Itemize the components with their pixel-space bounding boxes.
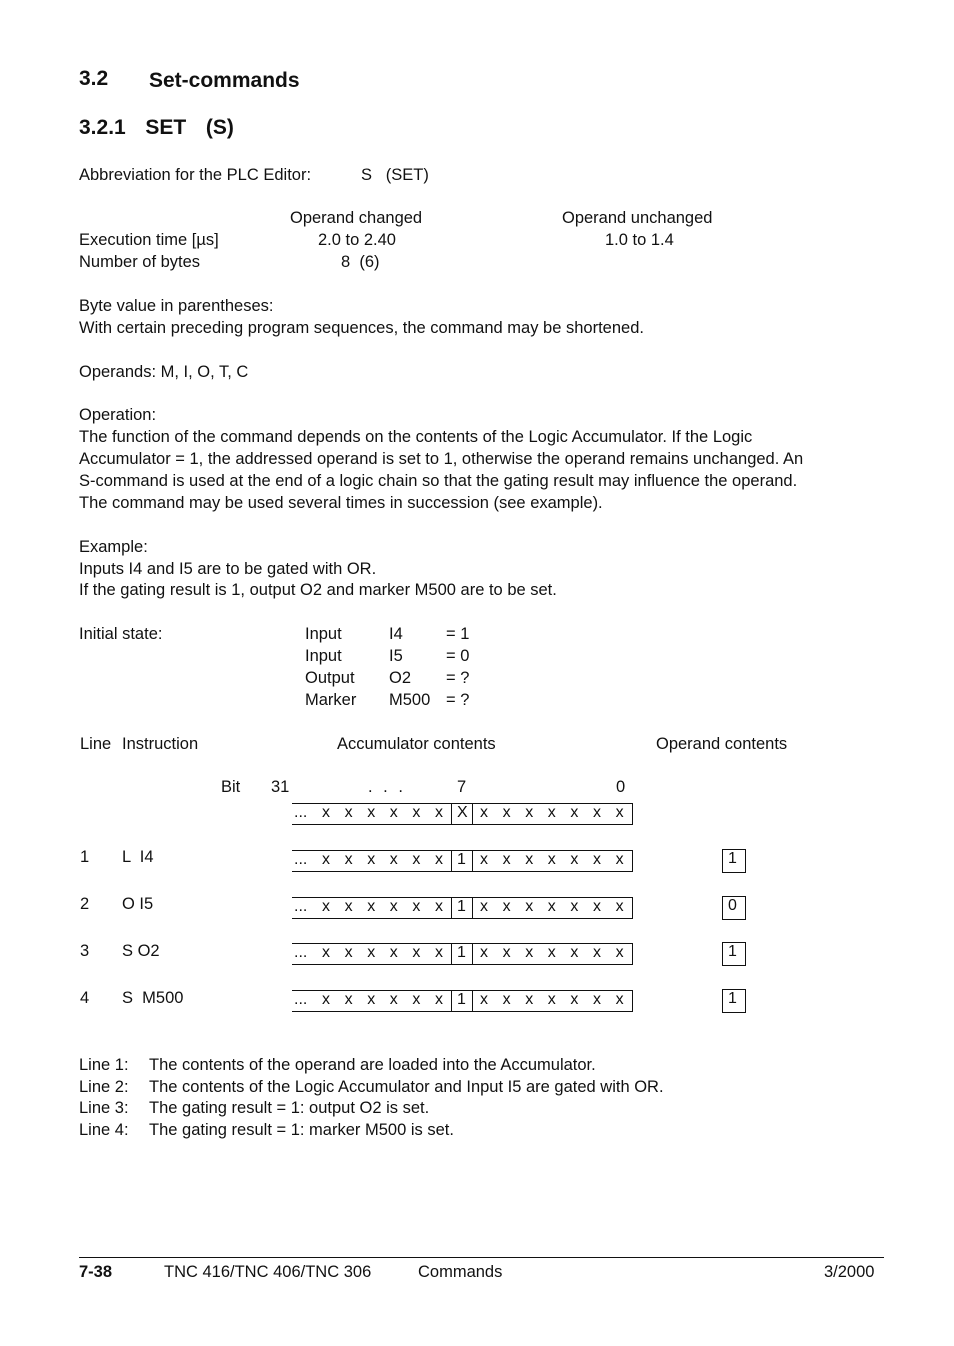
abbreviation-value: S (SET) [361, 166, 429, 184]
register-bit: x [502, 851, 511, 868]
register-bit: x [389, 898, 398, 915]
explanation-text: The contents of the operand are loaded into the Accumulator. [149, 1056, 596, 1074]
row-unchanged: 1.0 to 1.4 [605, 231, 674, 249]
register-bit: x [593, 898, 601, 915]
register-bit: x [547, 804, 556, 821]
row-line-number: 1 [80, 848, 90, 866]
register-prefix: ... [294, 991, 308, 1008]
register-bit: x [322, 851, 330, 868]
register-bit: x [570, 944, 579, 961]
register-bit-7: 1 [457, 944, 466, 961]
register-bit: x [593, 944, 601, 961]
register-bit: x [502, 991, 511, 1008]
register-bit: x [615, 851, 624, 868]
register-prefix: ... [294, 898, 308, 915]
register-bit: x [547, 944, 556, 961]
byte-note-heading: Byte value in parentheses: [79, 297, 274, 315]
state-name: I4 [389, 625, 403, 643]
explanation-text: The contents of the Logic Accumulator and Input I5 are gated with OR. [149, 1078, 664, 1096]
register-bit: x [480, 804, 488, 821]
register-bit: x [389, 851, 398, 868]
bit-label: Bit [221, 778, 241, 796]
accumulator-register [292, 803, 633, 825]
operand-box: 0 [722, 896, 746, 920]
col-operand-unchanged: Operand unchanged [562, 209, 713, 227]
register-bit: x [367, 804, 376, 821]
state-value: = ? [446, 691, 470, 709]
register-bit: x [547, 898, 556, 915]
register-bit: x [615, 804, 624, 821]
register-bit: x [525, 898, 534, 915]
register-bit: x [344, 851, 353, 868]
register-bit: x [367, 944, 376, 961]
row-line-number: 4 [80, 989, 90, 1007]
accumulator-register [292, 990, 633, 1012]
register-prefix: ... [294, 944, 308, 961]
register-bit: x [344, 944, 353, 961]
state-name: M500 [389, 691, 431, 709]
register-bit: x [435, 944, 443, 961]
state-type: Output [305, 669, 355, 687]
operands-text: Operands: M, I, O, T, C [79, 363, 249, 381]
register-bit: x [480, 898, 488, 915]
state-value: = ? [446, 669, 470, 687]
register-bit: x [525, 804, 534, 821]
accumulator-register [292, 943, 633, 965]
row-line-number: 3 [80, 942, 90, 960]
footer-page-number: 7-38 [79, 1263, 113, 1281]
explanation-text: The gating result = 1: output O2 is set. [149, 1099, 430, 1117]
footer-product: TNC 416/TNC 406/TNC 306 [164, 1263, 372, 1281]
register-bit: x [570, 851, 579, 868]
bit-31: 31 [271, 778, 290, 796]
state-name: O2 [389, 669, 412, 687]
state-type: Marker [305, 691, 357, 709]
register-bit: x [322, 898, 330, 915]
register-bit: x [435, 804, 443, 821]
operand-box: 1 [722, 849, 746, 873]
col-accumulator: Accumulator contents [337, 735, 496, 753]
register-bit: x [389, 804, 398, 821]
operation-line: The command may be used several times in succession (see example). [79, 494, 603, 512]
register-bit: x [547, 851, 556, 868]
register-bit: x [389, 944, 398, 961]
register-bit: x [525, 851, 534, 868]
register-bit: x [615, 991, 624, 1008]
register-bit-7: 1 [457, 898, 466, 915]
explanation-label: Line 2: [79, 1078, 129, 1096]
example-heading: Example: [79, 538, 148, 556]
register-bit: x [367, 851, 376, 868]
col-line: Line [80, 735, 112, 753]
register-bit: x [322, 991, 330, 1008]
col-instruction: Instruction [122, 735, 199, 753]
row-label: Number of bytes [79, 253, 201, 271]
explanation-label: Line 4: [79, 1121, 129, 1139]
row-line-number: 2 [80, 895, 90, 913]
footer-date: 3/2000 [824, 1263, 875, 1281]
abbreviation-label: Abbreviation for the PLC Editor: [79, 166, 312, 184]
state-type: Input [305, 625, 342, 643]
register-bit: x [570, 804, 579, 821]
register-bit: x [367, 898, 376, 915]
accumulator-register [292, 897, 633, 919]
bit-dots: . . . [368, 778, 403, 796]
bit-0: 0 [616, 778, 626, 796]
register-bit: x [412, 851, 421, 868]
register-bit: x [367, 991, 376, 1008]
bit-7: 7 [457, 778, 467, 796]
byte-note-text: With certain preceding program sequences, the command may be shortened. [79, 319, 644, 337]
state-value: = 0 [446, 647, 470, 665]
row-instruction: L I4 [122, 848, 154, 866]
register-prefix: ... [294, 804, 308, 821]
section-number: 3.2 [79, 67, 109, 90]
footer-divider [79, 1257, 884, 1258]
register-bit: x [412, 804, 421, 821]
register-bit: x [435, 991, 443, 1008]
row-changed: 2.0 to 2.40 [318, 231, 396, 249]
register-bit: x [389, 991, 398, 1008]
operand-box: 1 [722, 942, 746, 966]
register-bit: x [615, 944, 624, 961]
col-operand-changed: Operand changed [290, 209, 423, 227]
register-prefix: ... [294, 851, 308, 868]
register-bit: x [480, 851, 488, 868]
register-bit: x [593, 804, 601, 821]
register-bit: x [593, 851, 601, 868]
accumulator-register [292, 850, 633, 872]
subsection-title: 3.2.1 SET (S) [79, 116, 234, 139]
col-operand: Operand contents [656, 735, 788, 753]
register-bit: x [502, 944, 511, 961]
register-bit: x [480, 944, 488, 961]
initial-state-label: Initial state: [79, 625, 163, 643]
register-bit: x [435, 898, 443, 915]
explanation-text: The gating result = 1: marker M500 is set. [149, 1121, 454, 1139]
row-instruction: S O2 [122, 942, 160, 960]
register-bit: x [525, 991, 534, 1008]
register-bit-7: X [457, 804, 468, 821]
register-bit: x [480, 991, 488, 1008]
register-bit: x [344, 991, 353, 1008]
register-bit: x [322, 944, 330, 961]
operation-line: S-command is used at the end of a logic chain so that the gating result may influence the operand. [79, 472, 798, 490]
row-label: Execution time [µs] [79, 231, 219, 249]
row-instruction: O I5 [122, 895, 154, 913]
state-type: Input [305, 647, 342, 665]
state-name: I5 [389, 647, 403, 665]
explanation-label: Line 3: [79, 1099, 129, 1117]
example-text: Inputs I4 and I5 are to be gated with OR. [79, 560, 377, 578]
row-changed: 8 (6) [341, 253, 380, 271]
footer-chapter: Commands [418, 1263, 503, 1281]
register-bit: x [502, 898, 511, 915]
register-bit: x [344, 898, 353, 915]
register-bit: x [570, 898, 579, 915]
operand-box: 1 [722, 989, 746, 1013]
operation-heading: Operation: [79, 406, 157, 424]
register-bit: x [322, 804, 330, 821]
register-bit: x [412, 991, 421, 1008]
operation-line: The function of the command depends on the contents of the Logic Accumulator. If the Logic [79, 428, 753, 446]
state-value: = 1 [446, 625, 470, 643]
register-bit: x [412, 898, 421, 915]
register-bit: x [344, 804, 353, 821]
register-bit: x [547, 991, 556, 1008]
row-instruction: S M500 [122, 989, 184, 1007]
register-bit: x [502, 804, 511, 821]
register-bit-7: 1 [457, 851, 466, 868]
explanation-label: Line 1: [79, 1056, 129, 1074]
register-bit: x [525, 944, 534, 961]
example-text: If the gating result is 1, output O2 and marker M500 are to be set. [79, 581, 557, 599]
register-bit: x [570, 991, 579, 1008]
operation-line: Accumulator = 1, the addressed operand is set to 1, otherwise the operand remains unchanged. An [79, 450, 804, 468]
section-title: Set-commands [149, 69, 300, 92]
register-bit: x [412, 944, 421, 961]
register-bit-7: 1 [457, 991, 466, 1008]
register-bit: x [435, 851, 443, 868]
register-bit: x [593, 991, 601, 1008]
register-bit: x [615, 898, 624, 915]
